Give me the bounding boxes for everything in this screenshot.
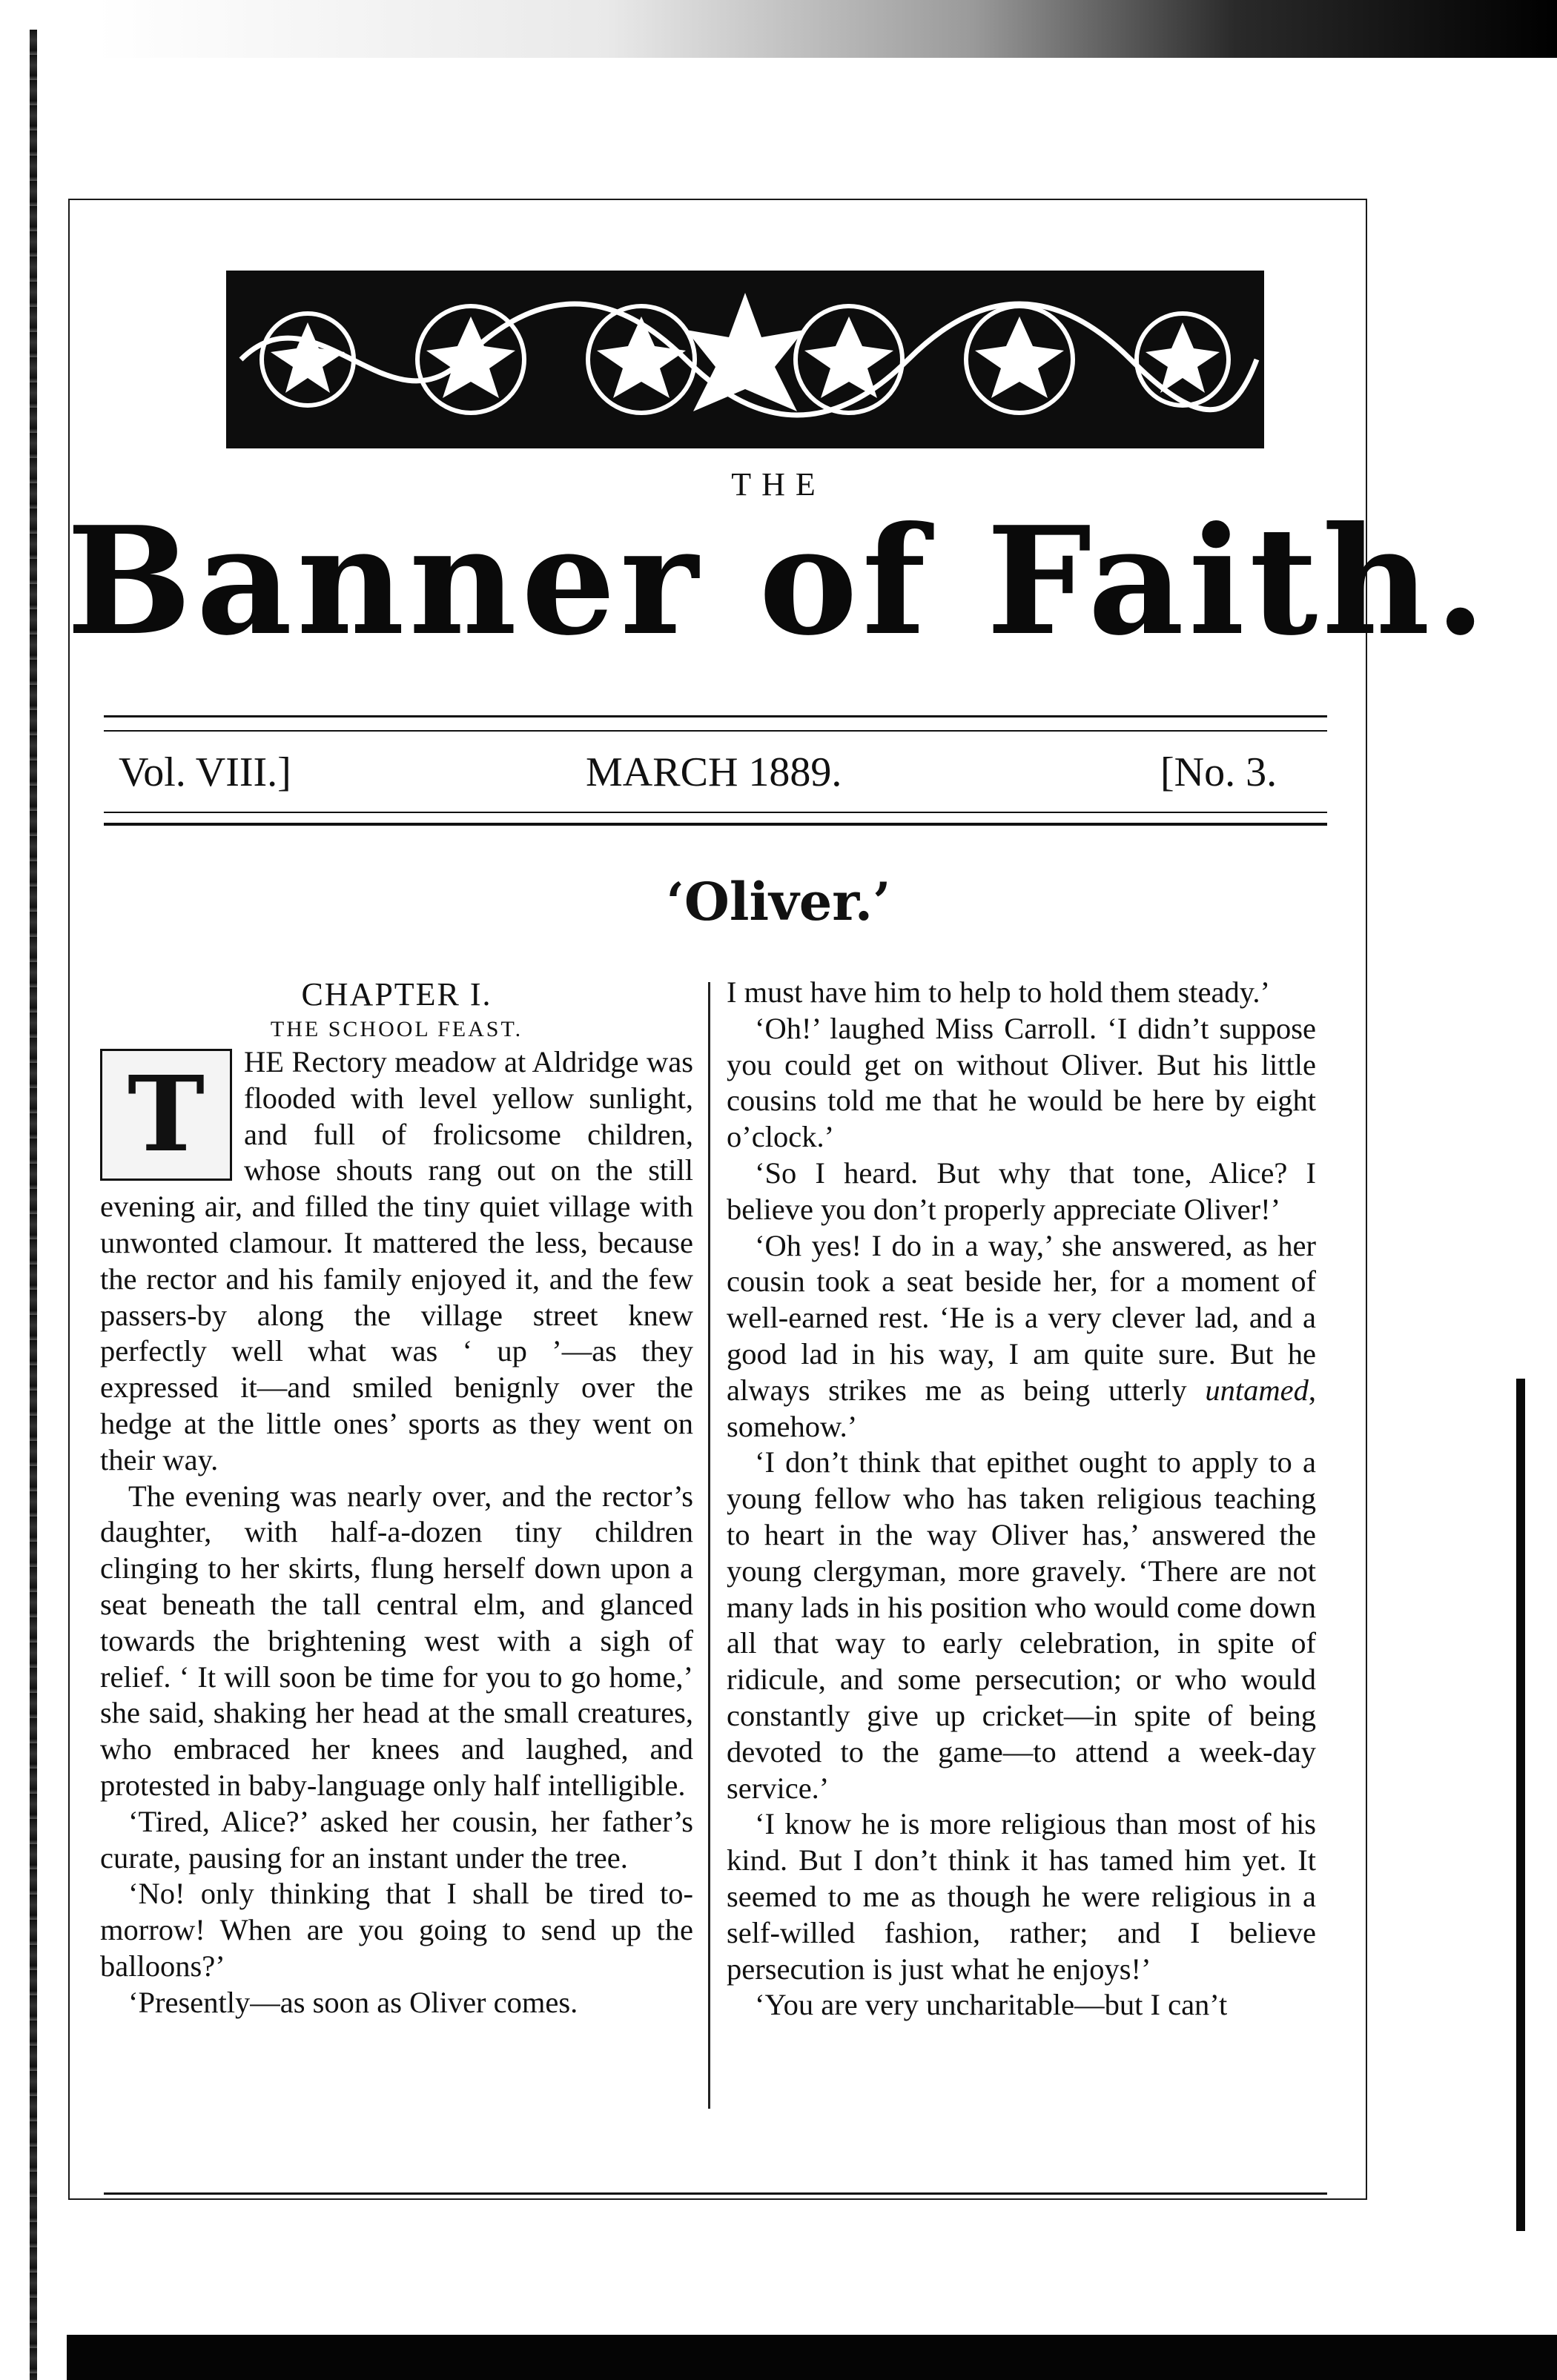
volume-number: Vol. VIII.] — [119, 749, 291, 795]
masthead-title: Banner of Faith. — [66, 494, 1491, 669]
left-column — [100, 975, 693, 2021]
paragraph-text: , somehow.’ — [727, 1373, 1316, 1443]
masthead-rule-top-thin — [104, 730, 1327, 732]
dropcap-letter: T — [127, 1054, 205, 1176]
scan-edge-top — [96, 0, 1557, 58]
paragraph: ‘Oh!’ laughed Miss Carroll. ‘I didn’t suppose you could get on without Oliver. But his little cousins told me that he would be here by eight o’clock.’ — [727, 1011, 1316, 1154]
scan-edge-bottom — [67, 2335, 1557, 2380]
issue-line — [111, 749, 1327, 800]
footer-rule — [104, 2192, 1327, 2195]
masthead-rule-top — [104, 715, 1327, 717]
right-column — [727, 975, 1316, 2023]
emphasis-text: untamed — [1205, 1373, 1309, 1407]
story-title: ‘Oliver.’ — [666, 871, 891, 932]
paragraph — [727, 1228, 1316, 1445]
paragraph — [100, 1044, 693, 1479]
dropcap-ornament — [100, 1049, 232, 1181]
scan-edge-left — [30, 30, 37, 2380]
paragraph: I must have him to help to hold them steady.’ — [727, 975, 1270, 1009]
paragraph: The evening was nearly over, and the rector’s daughter, with half-a-dozen tiny children clinging to her skirts, flung herself down upon a seat beneath the tall central elm, and glanced towards the brightening west with a sigh of relief. ‘ It will soon be time for you to go home,’ she said, shaking her head at the small creatures, who embraced her knees and laughed, and protested in baby-language only half intelligible. — [100, 1479, 693, 1802]
chapter-subheading: THE SCHOOL FEAST. — [270, 1017, 523, 1041]
column-divider — [708, 982, 710, 2109]
paragraph: ‘No! only thinking that I shall be tired to-morrow! When are you going to send up the balloons?’ — [100, 1877, 693, 1983]
paragraph-text: ‘Oh yes! I do in a way,’ she answered, as her cousin took a seat beside her, for a moment of well-earned rest. ‘He is a very clever lad, and a good lad in his way, I am quite sure. But he always strikes me as being utterly — [727, 1228, 1316, 1407]
paragraph: ‘I know he is more religious than most of his kind. But I don’t think it has tamed him yet. It seemed to me as though he were religious in a self-willed fashion, rather; and I believe persecution is just what he enjoys!’ — [727, 1807, 1316, 1986]
paragraph: ‘You are very uncharitable—but I can’t — [755, 1988, 1228, 2022]
paragraph-text: Rectory meadow at Aldridge was flooded with level yellow sunlight, and full of frolicsome children, whose shouts rang out on the still evening air, and filled the tiny quiet village with unwonted clamour. It mattered the less, because the rector and his family enjoyed it, and the few passers-by along the village street knew perfectly well what was ‘ up ’—as they expressed it—and smiled benignly over the hedge at the little ones’ sports as they went on their way. — [100, 1045, 693, 1476]
paragraph: ‘I don’t think that epithet ought to apply to a young fellow who has taken religious teaching to heart in the way Oliver has,’ answered the young clergyman, more gravely. ‘There are not many lads in his position who would come down all that way to early celebration, in spite of ridicule, and some persecution; or who would constantly give up cricket—in spite of being devoted to the game—to attend a week-day service.’ — [727, 1445, 1316, 1805]
paragraph: ‘So I heard. But why that tone, Alice? I believe you don’t properly appreciate Oliver!’ — [727, 1156, 1316, 1226]
chapter-heading: CHAPTER I. — [301, 976, 492, 1012]
issue-rule-thin — [104, 812, 1327, 813]
leaf-ornament-icon — [226, 271, 1264, 448]
issue-rule-thick — [104, 823, 1327, 826]
issue-number: [No. 3. — [1160, 749, 1277, 795]
paragraph-lead: HE — [244, 1045, 284, 1078]
issue-date: MARCH 1889. — [586, 749, 842, 795]
paragraph: ‘Tired, Alice?’ asked her cousin, her father’s curate, pausing for an instant under the tree. — [100, 1804, 693, 1875]
ornamental-header-band — [226, 271, 1264, 448]
masthead-the: THE — [731, 466, 826, 503]
paragraph: ‘Presently—as soon as Oliver comes. — [128, 1985, 578, 2019]
scan-edge-right — [1516, 1379, 1525, 2231]
